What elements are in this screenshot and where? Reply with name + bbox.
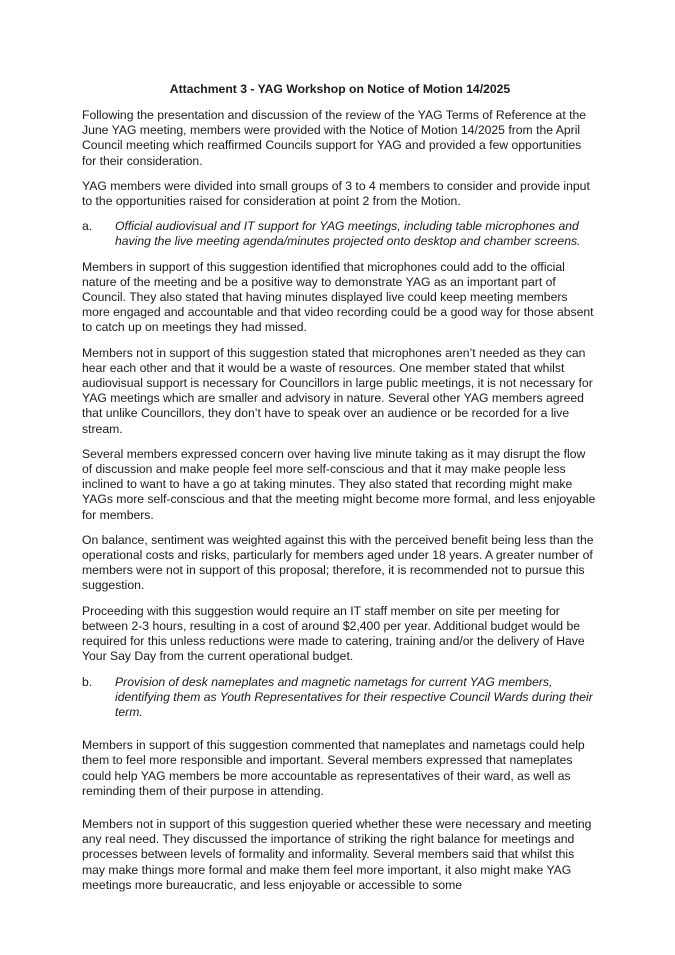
section-a-paragraph-5: Proceeding with this suggestion would require an IT staff member on site per meeting for between 2-3 hours, resulting in a cost of around $2,400 per year. Additional budget would be required for this unless reductions were made to catering, training and/or the delivery of Have Your Say Day from the current operational budget. <box>82 603 585 664</box>
list-item-b-label: b. <box>82 674 93 689</box>
section-a-paragraph-2: Members not in support of this suggestion stated that microphones aren’t needed as they can hear each other and that it would be a waste of resources. One member stated that whilst audiovisual support is necessary for Councillors in large public meetings, it is not necessary for YAG meetings which are smaller and advisory in nature. Several other YAG members agreed that unlike Councillors, they don’t have to speak over an audience or be recorded for a live stream. <box>82 345 593 436</box>
section-b-paragraph-1: Members in support of this suggestion commented that nameplates and nametags could help them to feel more responsible and important. Several members expressed that nameplates could help YAG members be more accountable as representatives of their ward, as well as reminding them of their purpose in attending. <box>82 738 585 798</box>
intro-paragraph-1: Following the presentation and discussion of the review of the YAG Terms of Reference at the June YAG meeting, members were provided with the Notice of Motion 14/2025 from the April Council meeting which reaffirmed Councils support for YAG and provided a few opportunities for their consideration. <box>82 108 587 168</box>
list-item-a-label: a. <box>82 219 93 234</box>
section-a-paragraph-1: Members in support of this suggestion identified that microphones could add to the official nature of the meeting and be a positive way to demonstrate YAG as an important part of Council. They also stated that having minutes displayed live could keep meeting members more engaged and accountable and that video recording could be a good way for those absent to catch up on meetings they had missed. <box>82 259 594 335</box>
list-item-b <box>82 675 598 721</box>
intro-paragraph-2: YAG members were divided into small groups of 3 to 4 members to consider and provide input to the opportunities raised for consideration at point 2 from the Motion. <box>82 178 590 209</box>
document-title: Attachment 3 - YAG Workshop on Notice of Motion 14/2025 <box>169 82 511 96</box>
document-page <box>82 82 598 903</box>
list-item-a-text: Official audiovisual and IT support for YAG meetings, including table microphones and having the live meeting agenda/minutes projected onto desktop and chamber screens. <box>115 219 581 249</box>
section-a-paragraph-3: Several members expressed concern over having live minute taking as it may disrupt the flow of discussion and make people feel more self-conscious and that it may make people less inclined to want to have a go at taking minutes. They also stated that recording might make YAGs more self-conscious and that the meeting might become more formal, and less enjoyable for members. <box>82 446 596 522</box>
section-a-paragraph-4: On balance, sentiment was weighted against this with the perceived benefit being less than the operational costs and risks, particularly for members aged under 18 years. A greater number of members were not in support of this proposal; therefore, it is recommended not to pursue this suggestion. <box>82 532 594 593</box>
list-item-a <box>82 219 598 249</box>
list-item-b-text: Provision of desk nameplates and magnetic nametags for current YAG members, identifying them as Youth Representatives for their respective Council Wards during their term. <box>115 674 593 719</box>
section-b-paragraph-2: Members not in support of this suggestion queried whether these were necessary and meeting any real need. They discussed the importance of striking the right balance for meetings and processes between levels of formality and informality. Several members said that whilst this may make things more formal and make them feel more important, it also might make YAG meetings more bureaucratic, and less enjoyable or accessible to some <box>82 816 592 892</box>
